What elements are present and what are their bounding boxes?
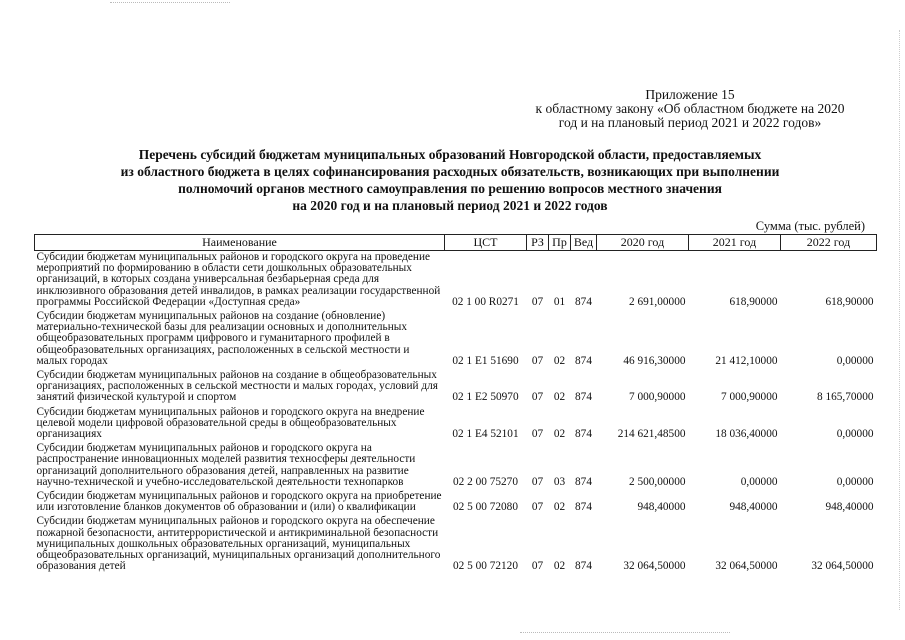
row-name: Субсидии бюджетам муниципальных районов и городского округа на внедрение целевой модели цифровой образовательной среды в общеобразовательных организациях xyxy=(36,405,425,441)
appendix-note xyxy=(505,88,875,130)
row-2020: 32 064,50000 xyxy=(623,560,686,573)
subsidies-table xyxy=(34,234,877,574)
row-2022: 0,00000 xyxy=(836,354,874,367)
header-pr: Пр xyxy=(549,235,571,251)
scan-artifact-right xyxy=(899,30,901,610)
row-cst: 02 5 00 72120 xyxy=(453,560,518,573)
table-row xyxy=(35,251,877,311)
row-2022: 32 064,50000 xyxy=(811,560,874,573)
row-rz: 07 xyxy=(531,475,544,488)
row-2021: 948,40000 xyxy=(729,501,778,514)
row-2022: 8 165,70000 xyxy=(817,391,874,404)
row-ved: 874 xyxy=(575,501,592,514)
row-name: Субсидии бюджетам муниципальных районов на создание в общеобразовательных организациях, расположенных в сельской местности и малых городах, условий для занятий физической культурой и спортом xyxy=(36,369,438,404)
header-2020: 2020 год xyxy=(597,235,689,251)
appendix-law-line-2: год и на плановый период 2021 и 2022 годов» xyxy=(558,115,822,130)
row-ved: 874 xyxy=(575,391,592,404)
row-cst: 02 5 00 72080 xyxy=(453,501,518,514)
row-pr: 01 xyxy=(553,295,566,308)
row-2021: 618,90000 xyxy=(729,295,778,308)
document-title xyxy=(40,146,860,214)
row-ved: 874 xyxy=(575,295,592,308)
row-name: Субсидии бюджетам муниципальных районов и городского округа на распространение инновационных моделей развития техносферы деятельности организаций дополнительного образования детей, направленных на развитие научно-технической и учебно-исследовательской деятельности технопарков xyxy=(36,442,416,488)
row-cst: 02 1 E4 52101 xyxy=(452,428,519,441)
appendix-law-line-1: к областному закону «Об областном бюджете на 2020 xyxy=(535,101,845,116)
row-2021: 7 000,90000 xyxy=(721,391,778,404)
row-2021: 32 064,50000 xyxy=(715,560,778,573)
row-pr: 02 xyxy=(553,391,566,404)
row-rz: 07 xyxy=(531,391,544,404)
header-name: Наименование xyxy=(35,235,445,251)
row-pr: 03 xyxy=(553,475,566,488)
row-rz: 07 xyxy=(531,501,544,514)
header-2022: 2022 год xyxy=(781,235,877,251)
table-row xyxy=(35,369,877,406)
row-cst: 02 2 00 75270 xyxy=(453,475,518,488)
title-line-4: на 2020 год и на плановый период 2021 и 2022 годов xyxy=(292,198,608,213)
row-2020: 948,40000 xyxy=(637,501,686,514)
row-2022: 0,00000 xyxy=(836,475,874,488)
header-cst: ЦСТ xyxy=(445,235,527,251)
title-line-1: Перечень субсидий бюджетам муниципальных образований Новгородской области, предоставляемых xyxy=(138,147,762,162)
scan-artifact-bottom xyxy=(520,632,730,634)
table-row xyxy=(35,515,877,574)
table-row xyxy=(35,442,877,490)
row-cst: 02 1 00 R0271 xyxy=(452,295,519,308)
row-2021: 21 412,10000 xyxy=(715,354,778,367)
header-ved: Вед xyxy=(571,235,597,251)
row-2022: 618,90000 xyxy=(825,295,874,308)
row-2022: 948,40000 xyxy=(825,501,874,514)
row-2021: 18 036,40000 xyxy=(715,428,778,441)
row-name: Субсидии бюджетам муниципальных районов и городского округа на проведение мероприятий по формированию в области сети дошкольных образовательных организаций, в которых создана универсальная безбарьерная среда для инклюзивного образования детей инвалидов, в рамках реализации государственной программы Российской Федерации «Доступная среда» xyxy=(36,251,441,308)
row-2022: 0,00000 xyxy=(836,428,874,441)
table-row xyxy=(35,490,877,515)
row-rz: 07 xyxy=(531,428,544,441)
row-2020: 2 500,00000 xyxy=(629,475,686,488)
row-rz: 07 xyxy=(531,560,544,573)
table-row xyxy=(35,406,877,443)
row-2020: 7 000,90000 xyxy=(629,391,686,404)
row-cst: 02 1 E1 51690 xyxy=(452,354,519,367)
row-ved: 874 xyxy=(575,354,592,367)
table-row xyxy=(35,310,877,369)
row-2021: 0,00000 xyxy=(740,475,778,488)
row-name: Субсидии бюджетам муниципальных районов и городского округа на приобретение или изготовление бланков документов об образовании и (или) о квалификации xyxy=(36,490,442,514)
row-pr: 02 xyxy=(553,501,566,514)
row-ved: 874 xyxy=(575,428,592,441)
row-ved: 874 xyxy=(575,560,592,573)
table-header-row xyxy=(35,235,877,251)
row-rz: 07 xyxy=(531,354,544,367)
row-name: Субсидии бюджетам муниципальных районов и городского округа на обеспечение пожарной безопасности, антитеррористической и антикриминальной безопасности муниципальных дошкольных образовательных организаций, муниципальных общеобразовательных организаций, муниципальных организаций дополнительного образования детей xyxy=(36,515,441,573)
row-pr: 02 xyxy=(553,560,566,573)
appendix-number: Приложение 15 xyxy=(645,87,735,102)
row-pr: 02 xyxy=(553,354,566,367)
row-ved: 874 xyxy=(575,475,592,488)
row-2020: 46 916,30000 xyxy=(623,354,686,367)
row-pr: 02 xyxy=(553,428,566,441)
title-line-2: из областного бюджета в целях софинансирования расходных обязательств, возникающих при выполнении xyxy=(120,164,780,179)
row-name: Субсидии бюджетам муниципальных районов на создание (обновление) материально-технической базы для реализации основных и дополнительных общеобразовательных программ цифрового и гуманитарного профилей в общеобразовательных организациях, расположенных в сельской местности и малых городах xyxy=(36,310,410,367)
row-cst: 02 1 E2 50970 xyxy=(452,391,519,404)
row-2020: 214 621,48500 xyxy=(617,428,686,441)
header-rz: РЗ xyxy=(527,235,549,251)
units-label: Сумма (тыс. рублей) xyxy=(755,219,865,233)
row-rz: 07 xyxy=(531,295,544,308)
header-2021: 2021 год xyxy=(689,235,781,251)
row-2020: 2 691,00000 xyxy=(629,295,686,308)
title-line-3: полномочий органов местного самоуправления по решению вопросов местного значения xyxy=(178,181,722,196)
scan-artifact-top xyxy=(110,2,230,4)
